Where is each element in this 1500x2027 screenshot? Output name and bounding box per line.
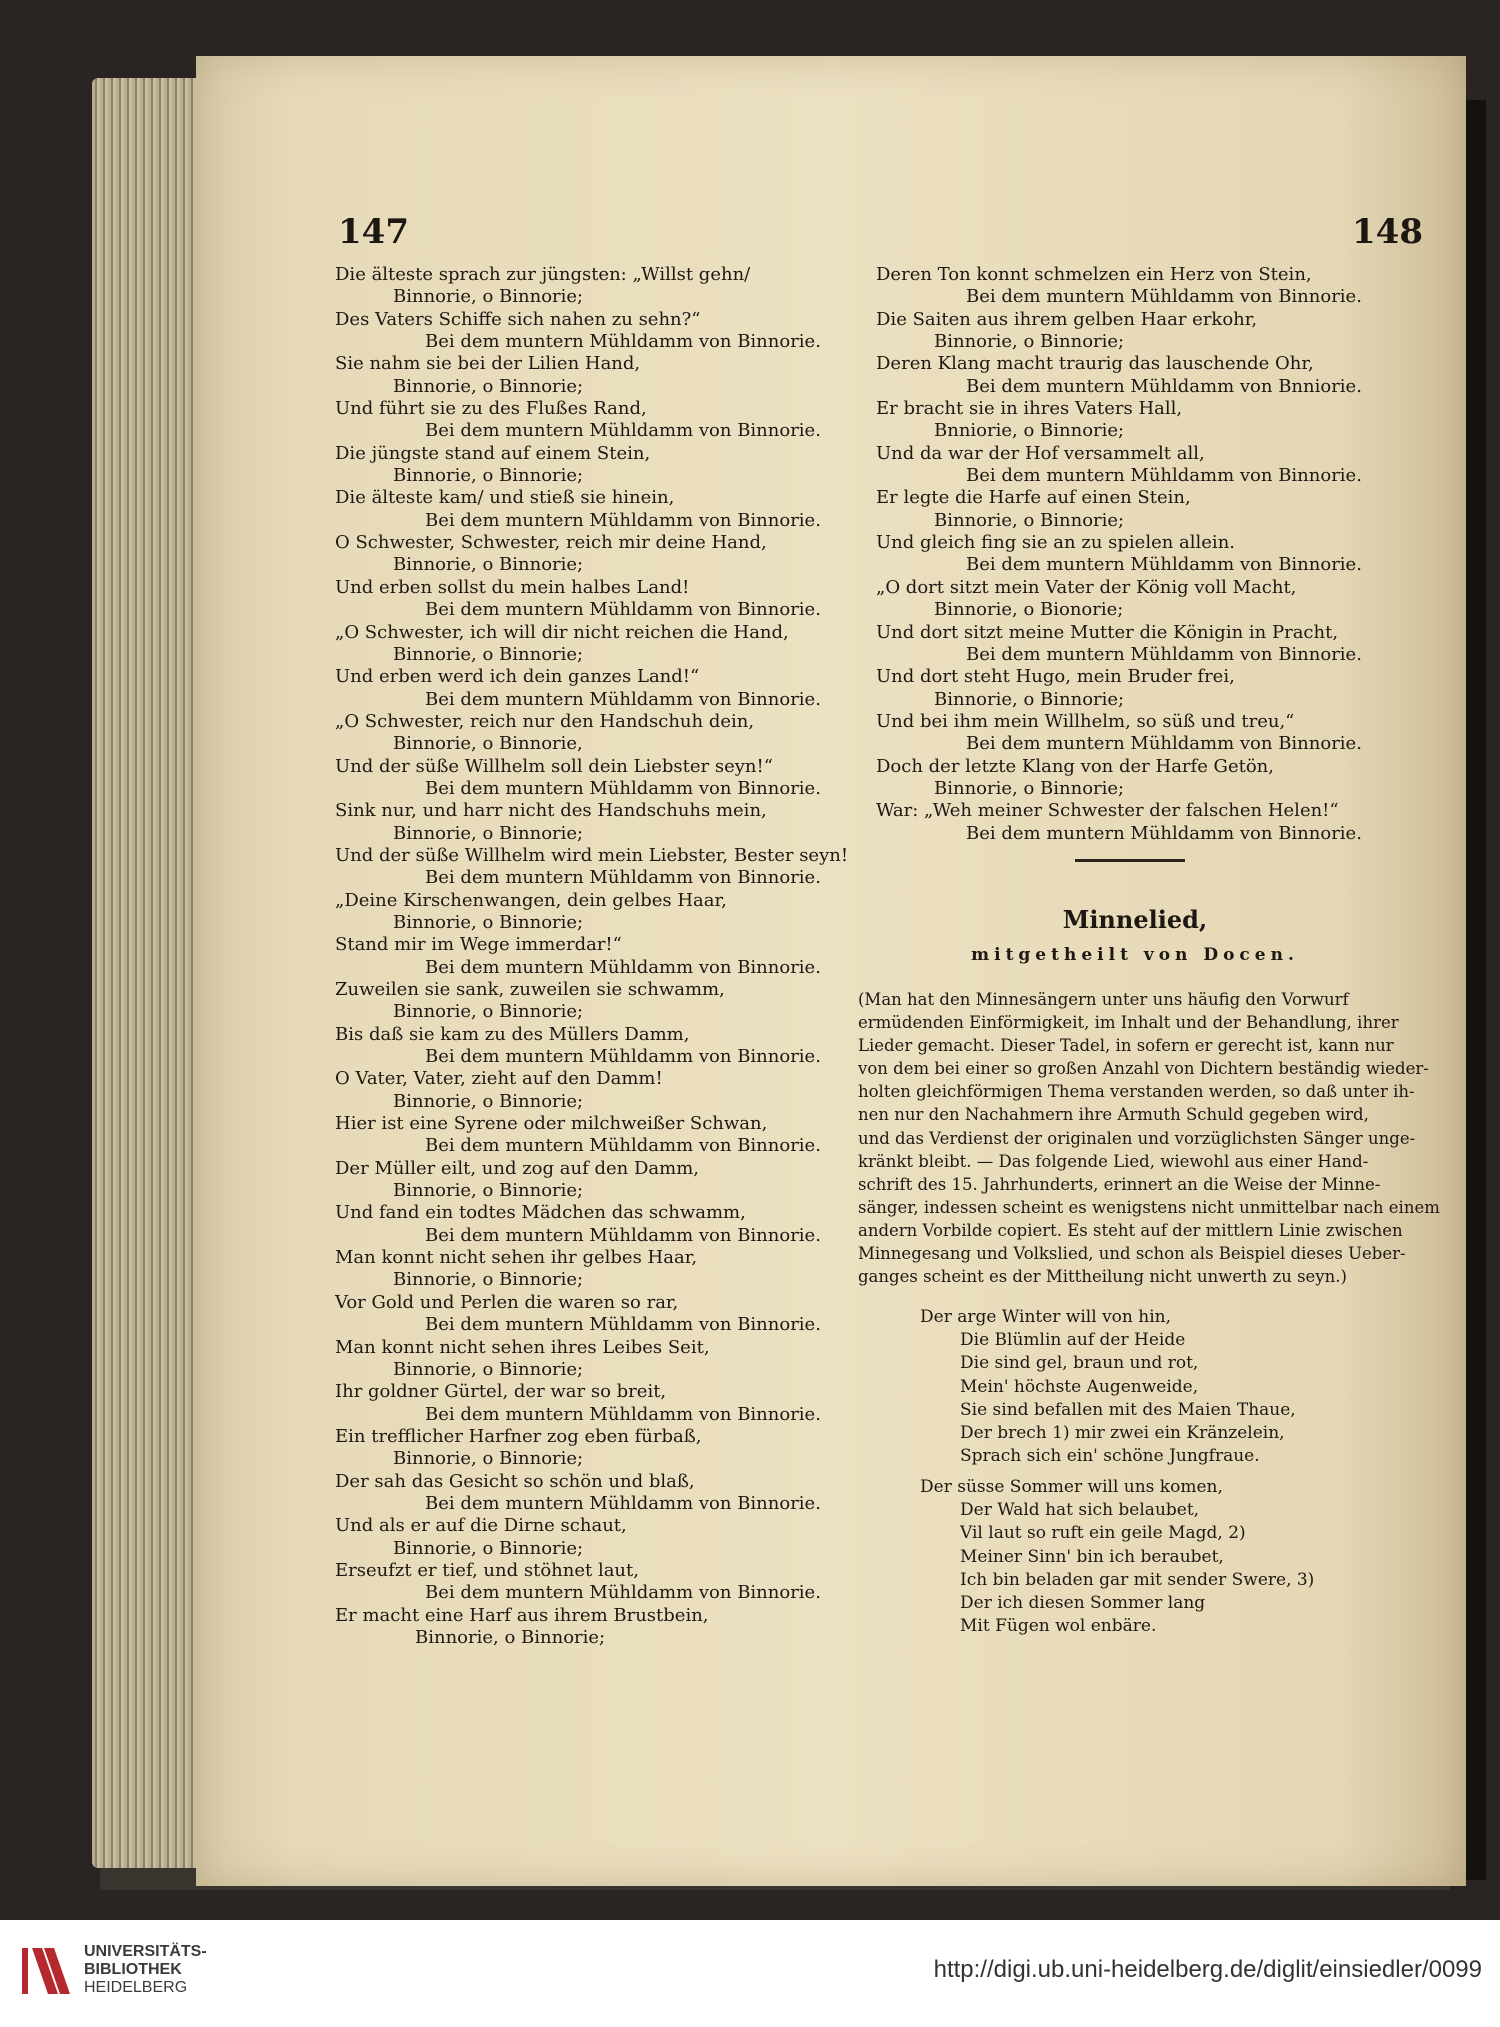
poem-line: Der Wald hat sich belaubet, xyxy=(960,1500,1200,1521)
paragraph-line: nen nur den Nachahmern ihre Armuth Schuld gegeben wird, xyxy=(858,1105,1369,1125)
text-line: Er legte die Harfe auf einen Stein, xyxy=(876,487,1191,509)
text-line: Des Vaters Schiffe sich nahen zu sehn?“ xyxy=(335,308,701,330)
text-line: Bei dem muntern Mühldamm von Binnorie. xyxy=(425,1582,821,1604)
text-line: Bei dem muntern Mühldamm von Binnorie. xyxy=(966,465,1362,487)
intro-paragraph xyxy=(858,988,1440,1288)
poem-line: Sie sind befallen mit des Maien Thaue, xyxy=(960,1399,1296,1420)
poem-line: Die sind gel, braun und rot, xyxy=(960,1353,1199,1374)
text-line: Deren Klang macht traurig das lauschende Ohr, xyxy=(876,353,1314,375)
text-line: Binnorie, o Binnorie; xyxy=(393,911,584,933)
library-line-2: BIBLIOTHEK xyxy=(84,1961,182,1978)
text-line: Und fand ein todtes Mädchen das schwamm, xyxy=(335,1202,746,1224)
text-line: Der sah das Gesicht so schön und blaß, xyxy=(335,1470,695,1492)
paragraph-line: von dem bei einer so großen Anzahl von Dichtern beständig wieder- xyxy=(858,1059,1429,1079)
text-line: Und gleich fing sie an zu spielen allein. xyxy=(876,532,1236,554)
page-shadow xyxy=(1466,100,1486,1880)
paragraph-line: schrift des 15. Jahrhunderts, erinnert an die Weise der Minne- xyxy=(858,1174,1381,1194)
text-line: Binnorie, o Binnorie; xyxy=(393,1358,584,1380)
text-line: Binnorie, o Binnorie; xyxy=(393,643,584,665)
text-line: Die älteste kam/ und stieß sie hinein, xyxy=(335,487,675,509)
text-line: Bei dem muntern Mühldamm von Binnorie. xyxy=(966,733,1362,755)
text-line: Bei dem muntern Mühldamm von Binnorie. xyxy=(425,956,821,978)
poem-line: Meiner Sinn' bin ich beraubet, xyxy=(960,1546,1224,1567)
paragraph-line: ermüdenden Einförmigkeit, im Inhalt und der Behandlung, ihrer xyxy=(858,1013,1399,1033)
text-line: Und erben sollst du mein halbes Land! xyxy=(335,576,690,598)
text-line: Binnorie, o Binnorie; xyxy=(934,509,1125,531)
text-line: Binnorie, o Binnorie; xyxy=(393,286,584,308)
text-line: Binnorie, o Binnorie; xyxy=(393,1090,584,1112)
right-column-text xyxy=(876,264,1362,845)
paragraph-line: sänger, indessen scheint es wenigstens nicht unmittelbar nach einem xyxy=(858,1197,1440,1217)
paragraph-line: Minnegesang und Volkslied, und schon als Beispiel dieses Ueber- xyxy=(858,1244,1406,1264)
library-line-1: UNIVERSITÄTS- xyxy=(84,1943,207,1960)
text-line: Binnorie, o Binnorie; xyxy=(393,554,584,576)
library-name xyxy=(84,1943,207,1997)
text-line: Bei dem muntern Mühldamm von Binnorie. xyxy=(966,822,1362,844)
poem-line: Der ich diesen Sommer lang xyxy=(960,1592,1206,1613)
section-subtitle: mitgetheilt von Docen. xyxy=(971,945,1299,965)
text-line: Der Müller eilt, und zog auf den Damm, xyxy=(335,1157,699,1179)
poem-line: Der brech 1) mir zwei ein Kränzelein, xyxy=(960,1422,1285,1443)
text-line: Sie nahm sie bei der Lilien Hand, xyxy=(335,353,641,375)
text-line: Sink nur, und harr nicht des Handschuhs mein, xyxy=(335,800,767,822)
left-column-text xyxy=(335,264,849,1649)
text-line: Binnorie, o Binnorie; xyxy=(393,465,584,487)
paragraph-line: holten gleichförmigen Thema verstanden werden, so daß unter ih- xyxy=(858,1082,1415,1102)
text-line: O Schwester, Schwester, reich mir deine Hand, xyxy=(335,532,767,554)
text-line: Bei dem muntern Mühldamm von Binnorie. xyxy=(425,1314,821,1336)
text-line: Ein trefflicher Harfner zog eben fürbaß, xyxy=(335,1425,702,1447)
poem-stanza-2 xyxy=(920,1476,1340,1638)
text-line: „Deine Kirschenwangen, dein gelbes Haar, xyxy=(335,889,727,911)
paragraph-line: andern Vorbilde copiert. Es steht auf der mittlern Linie zwischen xyxy=(858,1220,1403,1240)
text-line: Vor Gold und Perlen die waren so rar, xyxy=(335,1291,679,1313)
paragraph-line: und das Verdienst der originalen und vorzüglichsten Sänger unge- xyxy=(858,1128,1416,1148)
text-line: Bei dem muntern Mühldamm von Binnorie. xyxy=(425,509,821,531)
page-url-link[interactable]: http://digi.ub.uni-heidelberg.de/diglit/einsiedler/0099 xyxy=(933,1956,1482,1983)
poem-line: Vil laut so ruft ein geile Magd, 2) xyxy=(960,1523,1246,1544)
poem-line: Der arge Winter will von hin, xyxy=(920,1307,1172,1327)
paragraph-line: ganges scheint es der Mittheilung nicht unwerth zu seyn.) xyxy=(858,1267,1347,1287)
text-line: Ihr goldner Gürtel, der war so breit, xyxy=(335,1381,667,1403)
text-line: Binnorie, o Binnorie; xyxy=(934,688,1125,710)
section-title: Minnelied, xyxy=(1062,905,1208,934)
text-line: Binnorie, o Binnorie; xyxy=(393,822,584,844)
text-line: O Vater, Vater, zieht auf den Damm! xyxy=(335,1068,663,1090)
text-line: Binnorie, o Binnorie; xyxy=(393,1180,584,1202)
text-line: Binnorie, o Bionorie; xyxy=(934,599,1124,621)
university-library-logo-icon xyxy=(18,1942,76,2000)
poem-line: Die Blümlin auf der Heide xyxy=(960,1330,1186,1351)
page-number-left: 147 xyxy=(338,212,409,252)
poem-line: Mein' höchste Augenweide, xyxy=(960,1376,1199,1397)
text-line: Binnorie, o Binnorie; xyxy=(393,375,584,397)
text-line: Bei dem muntern Mühldamm von Binnorie. xyxy=(425,1135,821,1157)
page-edges xyxy=(92,78,204,1868)
poem-line: Der süsse Sommer will uns komen, xyxy=(920,1477,1223,1497)
paragraph-line: (Man hat den Minnesängern unter uns häufig den Vorwurf xyxy=(858,990,1349,1009)
text-line: Man konnt nicht sehen ihr gelbes Haar, xyxy=(335,1247,698,1269)
paragraph-line: Lieder gemacht. Dieser Tadel, in sofern er gerecht ist, kann nur xyxy=(858,1036,1394,1056)
text-line: War: „Weh meiner Schwester der falschen Helen!“ xyxy=(876,800,1339,822)
text-line: Bnniorie, o Binnorie; xyxy=(934,420,1125,442)
text-line: Bei dem muntern Mühldamm von Binnorie. xyxy=(425,331,821,353)
text-line: Und erben werd ich dein ganzes Land!“ xyxy=(335,666,700,688)
text-line: Bei dem muntern Mühldamm von Binnorie. xyxy=(425,867,821,889)
text-line: Bei dem muntern Mühldamm von Binnorie. xyxy=(966,554,1362,576)
text-line: Bei dem muntern Mühldamm von Binnorie. xyxy=(425,599,821,621)
text-line: Deren Ton konnt schmelzen ein Herz von Stein, xyxy=(876,264,1312,285)
text-line: Bei dem muntern Mühldamm von Binnorie. xyxy=(425,688,821,710)
library-line-3: HEIDELBERG xyxy=(84,1979,188,1996)
text-line: Binnorie, o Binnorie; xyxy=(415,1626,606,1648)
poem-line: Ich bin beladen gar mit sender Swere, 3) xyxy=(960,1569,1315,1590)
text-line: Bis daß sie kam zu des Müllers Damm, xyxy=(335,1023,690,1045)
poem-line: Sprach sich ein' schöne Jungfraue. xyxy=(960,1446,1260,1467)
text-line: Zuweilen sie sank, zuweilen sie schwamm, xyxy=(335,979,725,1000)
text-line: Und dort steht Hugo, mein Bruder frei, xyxy=(876,666,1235,688)
text-line: Und führt sie zu des Flußes Rand, xyxy=(335,398,647,420)
text-line: Binnorie, o Binnorie; xyxy=(393,1269,584,1291)
text-line: Binnorie, o Binnorie; xyxy=(393,1448,584,1470)
text-line: Binnorie, o Binnorie; xyxy=(934,331,1125,353)
text-line: Und der süße Willhelm soll dein Liebster seyn!“ xyxy=(335,755,773,777)
text-line: Und bei ihm mein Willhelm, so süß und treu,“ xyxy=(876,710,1295,732)
text-line: Binnorie, o Binnorie, xyxy=(393,733,583,755)
text-line: Die jüngste stand auf einem Stein, xyxy=(335,442,651,464)
poem-line: Mit Fügen wol enbäre. xyxy=(960,1616,1157,1637)
text-line: Binnorie, o Binnorie; xyxy=(393,1537,584,1559)
text-line: Die älteste sprach zur jüngsten: „Willst gehn/ xyxy=(335,264,751,285)
text-line: Doch der letzte Klang von der Harfe Getön, xyxy=(876,755,1274,777)
paragraph-line: kränkt bleibt. — Das folgende Lied, wiewohl aus einer Hand- xyxy=(858,1151,1369,1171)
page-number-right: 148 xyxy=(1352,212,1423,252)
text-line: Bei dem muntern Mühldamm von Bnniorie. xyxy=(966,375,1362,397)
text-line: Und der süße Willhelm wird mein Liebster, Bester seyn! xyxy=(335,844,849,866)
text-line: Binnorie, o Binnorie; xyxy=(393,1001,584,1023)
text-line: Er macht eine Harf aus ihrem Brustbein, xyxy=(335,1604,709,1626)
text-line: Bei dem muntern Mühldamm von Binnorie. xyxy=(425,1046,821,1068)
text-line: Bei dem muntern Mühldamm von Binnorie. xyxy=(425,1492,821,1514)
poem-stanza-1 xyxy=(920,1306,1340,1468)
text-line: Bei dem muntern Mühldamm von Binnorie. xyxy=(425,777,821,799)
text-line: „O Schwester, ich will dir nicht reichen die Hand, xyxy=(335,621,789,643)
text-line: Bei dem muntern Mühldamm von Binnorie. xyxy=(425,1403,821,1425)
text-line: Hier ist eine Syrene oder milchweißer Schwan, xyxy=(335,1113,768,1135)
text-line: Er bracht sie in ihres Vaters Hall, xyxy=(876,398,1183,420)
text-line: Stand mir im Wege immerdar!“ xyxy=(335,934,622,956)
text-line: Und dort sitzt meine Mutter die Königin in Pracht, xyxy=(876,621,1339,643)
text-line: Und da war der Hof versammelt all, xyxy=(876,442,1205,464)
section-divider xyxy=(1075,859,1185,862)
text-line: Binnorie, o Binnorie; xyxy=(934,777,1125,799)
text-line: Erseufzt er tief, und stöhnet laut, xyxy=(335,1559,639,1581)
text-line: Man konnt nicht sehen ihres Leibes Seit, xyxy=(335,1336,710,1358)
text-line: Bei dem muntern Mühldamm von Binnorie. xyxy=(966,286,1362,308)
text-line: „O dort sitzt mein Vater der König voll Macht, xyxy=(876,576,1297,598)
text-line: Die Saiten aus ihrem gelben Haar erkohr, xyxy=(876,308,1258,330)
text-line: Bei dem muntern Mühldamm von Binnorie. xyxy=(425,1224,821,1246)
text-line: „O Schwester, reich nur den Handschuh dein, xyxy=(335,710,755,732)
text-line: Bei dem muntern Mühldamm von Binnorie. xyxy=(966,643,1362,665)
text-line: Bei dem muntern Mühldamm von Binnorie. xyxy=(425,420,821,442)
text-line: Und als er auf die Dirne schaut, xyxy=(335,1515,627,1537)
